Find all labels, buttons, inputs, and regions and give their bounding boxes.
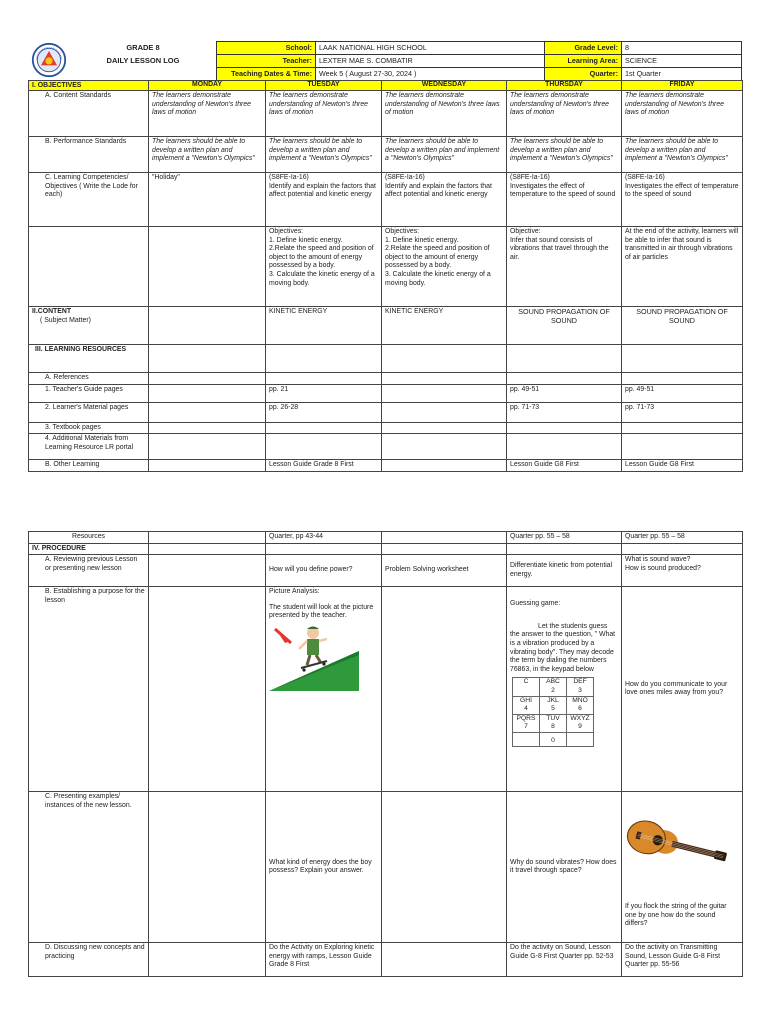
- day-thursday: THURSDAY: [507, 81, 622, 91]
- guessing-game-title: Guessing game:: [510, 600, 561, 608]
- other-fri: Lesson Guide G8 First: [622, 460, 743, 472]
- competency-code: (S8FE-Ia-16): [269, 174, 309, 181]
- objectives-thu: Objective: Infer that sound consists of vibrations that travel through the air.: [507, 227, 622, 307]
- content-standards-fri: The learners demonstrate understanding of Newton's three laws of motion: [622, 91, 743, 137]
- textbook-label: 3. Textbook pages: [29, 422, 149, 434]
- keypad-key[interactable]: WXYZ 9: [567, 714, 594, 732]
- content-heading: II.CONTENT: [32, 308, 72, 315]
- grade-title: GRADE 8: [126, 43, 160, 52]
- content-standards-mon: The learners demonstrate understanding of Newton's three laws of motion: [149, 91, 266, 137]
- competencies-label: C. Learning Competencies/ Objectives ( Write the Lode for each): [29, 173, 149, 227]
- content-fri: SOUND PROPAGATION OF SOUND: [622, 307, 743, 345]
- day-monday: MONDAY: [149, 81, 266, 91]
- performance-mon: The learners should be able to develop a written plan and implement a "Newton's Olympics": [149, 137, 266, 173]
- additional-materials-label: 4. Additional Materials from Learning Resource LR portal: [29, 434, 149, 460]
- grade-level-value: 8: [622, 42, 742, 55]
- res-fri: Quarter pp. 55 – 58: [622, 532, 743, 544]
- establishing-purpose-label: B. Establishing a purpose for the lesson: [29, 587, 149, 792]
- resources-continued-label: Resources: [29, 532, 149, 544]
- content-wed: KINETIC ENERGY: [382, 307, 507, 345]
- content-label: [29, 307, 149, 345]
- quarter-value: 1st Quarter: [622, 68, 742, 81]
- tg-fri: pp. 49-51: [622, 384, 743, 402]
- day-friday: FRIDAY: [622, 81, 743, 91]
- examples-thu: Why do sound vibrates? How does it travel through space?: [507, 792, 622, 943]
- objectives-heading: I. OBJECTIVES: [29, 81, 149, 91]
- deped-seal-icon: [31, 42, 67, 78]
- school-label: School:: [217, 42, 316, 55]
- other-tue: Lesson Guide Grade 8 First: [266, 460, 382, 472]
- competency-code: (S8FE-Ia-16): [510, 174, 550, 181]
- content-standards-label: A. Content Standards: [29, 91, 149, 137]
- keypad-key[interactable]: C: [513, 678, 540, 696]
- lm-fri: pp. 71-73: [622, 402, 743, 422]
- phone-keypad: [512, 677, 594, 747]
- discuss-tue: Do the Activity on Exploring kinetic energy with ramps, Lesson Guide Grade 8 First: [266, 943, 382, 977]
- day-tuesday: TUESDAY: [266, 81, 382, 91]
- keypad-key[interactable]: DEF 3: [567, 678, 594, 696]
- competency-text: Identify and explain the factors that affect potential and kinetic energy: [385, 182, 492, 199]
- dates-label: Teaching Dates & Time:: [217, 68, 316, 81]
- content-sublabel: ( Subject Matter): [40, 316, 91, 324]
- keypad-key[interactable]: [567, 732, 594, 746]
- teacher-label: Teacher:: [217, 55, 316, 68]
- other-thu: Lesson Guide G8 First: [507, 460, 622, 472]
- performance-thu: The learners should be able to develop a written plan and implement a "Newton's Olympics": [507, 137, 622, 173]
- review-tue: How will you define power?: [266, 555, 382, 587]
- references-label: A. References: [29, 373, 149, 385]
- resources-heading: III. LEARNING RESOURCES: [29, 345, 149, 373]
- lm-tue: pp. 26-28: [266, 402, 382, 422]
- lm-thu: pp. 71-73: [507, 402, 622, 422]
- purpose-thu: [507, 587, 622, 792]
- review-wed: Problem Solving worksheet: [382, 555, 507, 587]
- keypad-key[interactable]: MNO 6: [567, 696, 594, 714]
- deped-seal-cell: [28, 42, 70, 81]
- discuss-thu: Do the activity on Sound, Lesson Guide G-8 First Quarter pp. 52-53: [507, 943, 622, 977]
- competency-code: (S8FE-Ia-16): [385, 174, 425, 181]
- content-standards-tue: The learners demonstrate understanding of Newton's three laws of motion: [266, 91, 382, 137]
- learners-material-label: 2. Learner's Material pages: [29, 402, 149, 422]
- competency-fri: [622, 173, 743, 227]
- header-table: [28, 41, 742, 81]
- review-thu: Differentiate kinetic from potential energy.: [507, 555, 622, 587]
- dates-value: Week 5 ( August 27-30, 2024 ): [316, 68, 545, 81]
- tg-thu: pp. 49-51: [507, 384, 622, 402]
- lesson-grid-page1: [28, 80, 743, 472]
- competency-mon: "Holiday": [149, 173, 266, 227]
- competency-wed: [382, 173, 507, 227]
- competency-text: Identify and explain the factors that affect potential and kinetic energy: [269, 182, 376, 199]
- res-thu: Quarter pp. 55 – 58: [507, 532, 622, 544]
- examples-fri: [622, 792, 743, 943]
- tg-tue: pp. 21: [266, 384, 382, 402]
- keypad-key[interactable]: PQRS 7: [513, 714, 540, 732]
- discuss-fri: Do the activity on Transmitting Sound, Lesson Guide G-8 First Quarter pp. 55-56: [622, 943, 743, 977]
- keypad-key[interactable]: GHI 4: [513, 696, 540, 714]
- learning-area-label: Learning Area:: [545, 55, 622, 68]
- examples-tue: What kind of energy does the boy possess? Explain your answer.: [266, 792, 382, 943]
- picture-analysis-title: Picture Analysis:: [269, 588, 320, 596]
- purpose-fri: How do you communicate to your love ones miles away from you?: [622, 587, 743, 792]
- content-standards-thu: The learners demonstrate understanding of Newton's three laws of motion: [507, 91, 622, 137]
- quarter-label: Quarter:: [545, 68, 622, 81]
- performance-wed: The learners should be able to develop a written plan and implement a "Newton's Olympics": [382, 137, 507, 173]
- learning-area-value: SCIENCE: [622, 55, 742, 68]
- log-title: DAILY LESSON LOG: [106, 56, 180, 65]
- reviewing-label: A. Reviewing previous Lesson or presenting new lesson: [29, 555, 149, 587]
- purpose-tue: [266, 587, 382, 792]
- objectives-wed: Objectives: 1. Define kinetic energy. 2.Relate the speed and position of object to the amount of energy possessed by a body. 3. Calculate the kinetic energy of a moving body.: [382, 227, 507, 307]
- day-wednesday: WEDNESDAY: [382, 81, 507, 91]
- performance-tue: The learners should be able to develop a written plan and implement a "Newton's Olympics": [266, 137, 382, 173]
- keypad-key[interactable]: [513, 732, 540, 746]
- performance-fri: The learners should be able to develop a written plan and implement a "Newton's Olympics": [622, 137, 743, 173]
- content-thu: SOUND PROPAGATION OF SOUND: [507, 307, 622, 345]
- competency-tue: [266, 173, 382, 227]
- competency-text: Investigates the effect of temperature to the speed of sound: [510, 182, 616, 199]
- lesson-grid-page2: [28, 531, 743, 977]
- teachers-guide-label: 1. Teacher's Guide pages: [29, 384, 149, 402]
- competency-text: Investigates the effect of temperature to the speed of sound: [625, 182, 739, 199]
- discussing-label: D. Discussing new concepts and practicing: [29, 943, 149, 977]
- keypad-key[interactable]: 0: [540, 732, 567, 746]
- school-value: LAAK NATIONAL HIGH SCHOOL: [316, 42, 545, 55]
- presenting-examples-label: C. Presenting examples/ instances of the new lesson.: [29, 792, 149, 943]
- guessing-game-text: Let the students guess the answer to the question, " What is a vibration produced by a vibrating body". They may decode the term by dialing the numbers 76863, in the keypad below: [510, 622, 616, 673]
- performance-standards-label: B. Performance Standards: [29, 137, 149, 173]
- content-standards-wed: The learners demonstrate understanding of Newton's three laws of motion: [382, 91, 507, 137]
- grade-level-label: Grade Level:: [545, 42, 622, 55]
- picture-analysis-text: The student will look at the picture presented by the teacher.: [269, 603, 374, 620]
- objectives-tue: Objectives: 1. Define kinetic energy. 2.Relate the speed and position of object to the amount of energy possessed by a body. 3. Calculate the kinetic energy of a moving body.: [266, 227, 382, 307]
- content-tue: KINETIC ENERGY: [266, 307, 382, 345]
- keypad-key[interactable]: TUV 8: [540, 714, 567, 732]
- objectives-fri: At the end of the activity, learners will be able to infer that sound is transmitted in air through vibrations of air particles: [622, 227, 743, 307]
- competency-thu: [507, 173, 622, 227]
- teacher-value: LEXTER MAE S. COMBATIR: [316, 55, 545, 68]
- competency-code: (S8FE-Ia-16): [625, 174, 665, 181]
- keypad-key[interactable]: JKL 5: [540, 696, 567, 714]
- procedure-heading: IV. PROCEDURE: [29, 543, 149, 555]
- other-learning-label: B. Other Learning: [29, 460, 149, 472]
- guitar-question: If you flock the string of the guitar one by one how do the sound differs?: [625, 903, 727, 928]
- review-fri: What is sound wave? How is sound produced?: [622, 555, 743, 587]
- res-tue: Quarter, pp 43-44: [266, 532, 382, 544]
- skateboarder-ramp-image: [269, 621, 359, 691]
- keypad-key[interactable]: ABC 2: [540, 678, 567, 696]
- guitar-image: [622, 795, 732, 895]
